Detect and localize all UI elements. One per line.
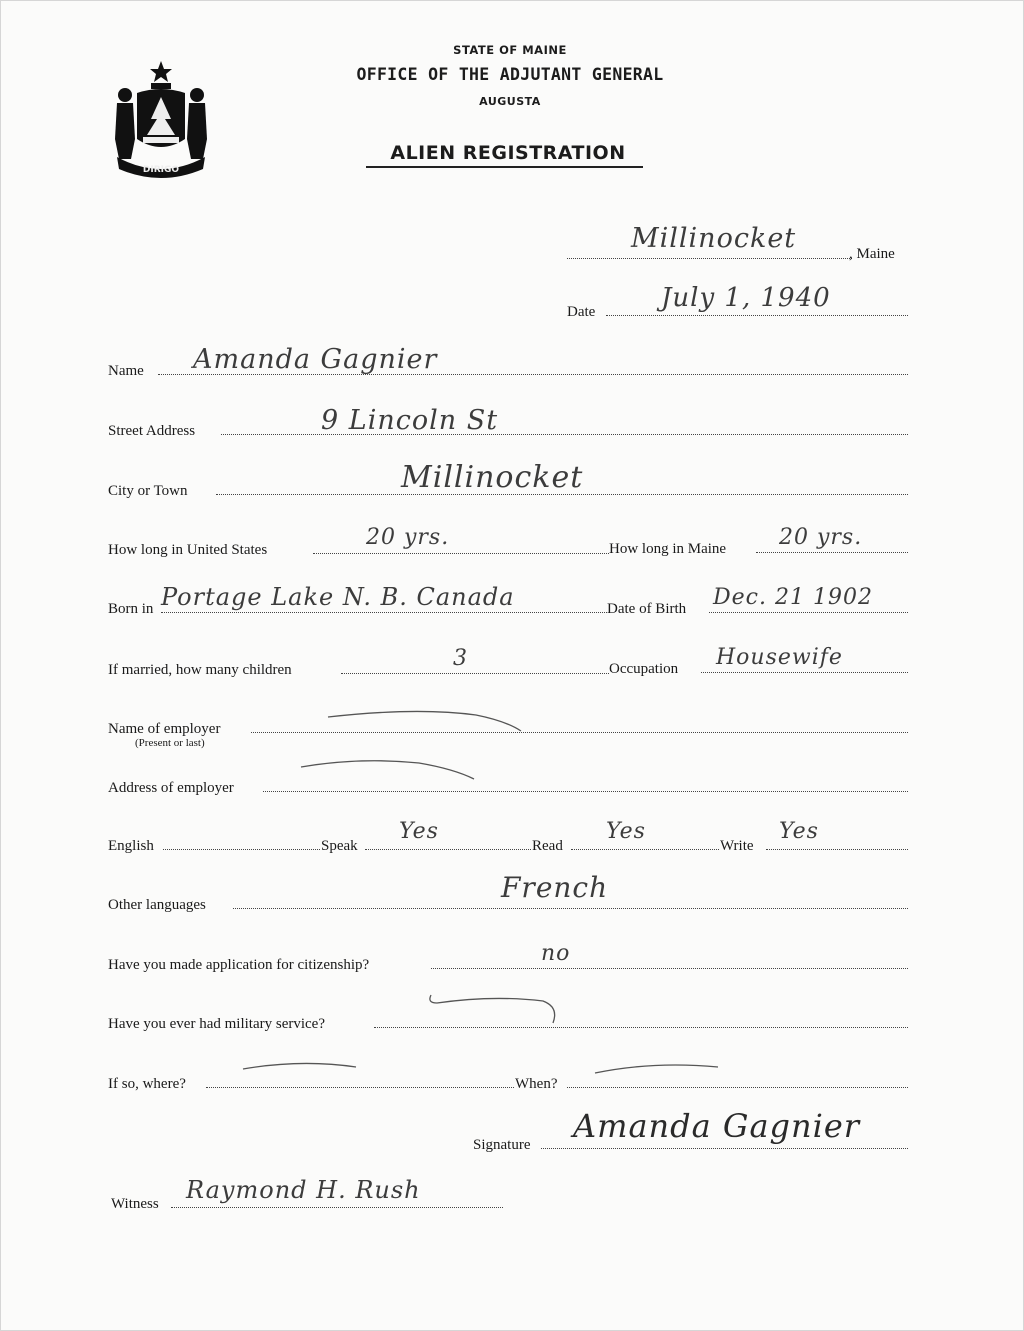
signature-label: Signature bbox=[473, 1137, 531, 1153]
citizenship-line bbox=[431, 968, 908, 969]
street-entry: 9 Lincoln St bbox=[321, 405, 499, 436]
date-label: Date bbox=[567, 304, 596, 320]
when-dash-stroke bbox=[593, 1059, 723, 1079]
military-label: Have you ever had military service? bbox=[108, 1016, 325, 1032]
svg-text:DIRIGO: DIRIGO bbox=[142, 165, 180, 175]
name-label: Name bbox=[108, 363, 144, 379]
where-label: If so, where? bbox=[108, 1076, 186, 1092]
speak-line bbox=[365, 849, 531, 850]
street-label: Street Address bbox=[108, 423, 196, 439]
speak-label: Speak bbox=[321, 838, 358, 854]
write-label: Write bbox=[720, 838, 754, 854]
signature-line bbox=[541, 1148, 908, 1149]
english-label: English bbox=[108, 838, 154, 854]
dob-line bbox=[709, 612, 908, 613]
maine-duration-entry: 20 yrs. bbox=[779, 525, 863, 550]
us-duration-line bbox=[313, 553, 609, 554]
maine-duration-label: How long in Maine bbox=[609, 541, 727, 557]
date-line bbox=[606, 315, 908, 316]
employer-address-dash-stroke bbox=[299, 755, 479, 785]
date-entry: July 1, 1940 bbox=[661, 283, 831, 313]
other-languages-line bbox=[233, 908, 908, 909]
occupation-entry: Housewife bbox=[716, 645, 843, 670]
us-duration-label: How long in United States bbox=[108, 542, 268, 558]
write-line bbox=[766, 849, 908, 850]
employer-label: Name of employer bbox=[108, 721, 221, 737]
city-label: City or Town bbox=[108, 483, 188, 499]
read-label: Read bbox=[532, 838, 563, 854]
read-line bbox=[571, 849, 719, 850]
born-line bbox=[161, 612, 607, 613]
when-label: When? bbox=[515, 1076, 558, 1092]
city-heading: AUGUSTA bbox=[479, 95, 541, 108]
read-entry: Yes bbox=[606, 819, 646, 844]
office-heading: OFFICE OF THE ADJUTANT GENERAL bbox=[356, 65, 664, 84]
dob-entry: Dec. 21 1902 bbox=[713, 585, 873, 610]
other-languages-entry: French bbox=[501, 871, 609, 904]
where-dash-stroke bbox=[241, 1057, 361, 1077]
english-line bbox=[163, 849, 320, 850]
where-line bbox=[206, 1087, 514, 1088]
employer-dash-stroke bbox=[326, 707, 526, 737]
speak-entry: Yes bbox=[399, 819, 439, 844]
children-label: If married, how many children bbox=[108, 662, 292, 678]
maine-duration-line bbox=[756, 552, 908, 553]
military-line bbox=[374, 1027, 908, 1028]
write-entry: Yes bbox=[779, 819, 819, 844]
title-underline bbox=[366, 166, 643, 168]
town-suffix-label: , Maine bbox=[849, 246, 895, 262]
town-line bbox=[567, 258, 852, 259]
children-entry: 3 bbox=[453, 646, 468, 671]
citizenship-label: Have you made application for citizenship? bbox=[108, 957, 370, 973]
when-line bbox=[567, 1087, 908, 1088]
military-dash-stroke bbox=[423, 991, 563, 1027]
citizenship-entry: no bbox=[541, 941, 571, 966]
state-heading: STATE OF MAINE bbox=[453, 43, 567, 57]
signature-entry: Amanda Gagnier bbox=[573, 1107, 861, 1145]
form-title: ALIEN REGISTRATION bbox=[390, 142, 626, 164]
city-entry: Millinocket bbox=[401, 460, 584, 495]
occupation-label: Occupation bbox=[609, 661, 679, 677]
born-entry: Portage Lake N. B. Canada bbox=[161, 583, 515, 611]
witness-entry: Raymond H. Rush bbox=[186, 1176, 421, 1204]
children-line bbox=[341, 673, 609, 674]
other-languages-label: Other languages bbox=[108, 897, 206, 913]
us-duration-entry: 20 yrs. bbox=[366, 525, 450, 550]
witness-line bbox=[171, 1207, 503, 1208]
witness-label: Witness bbox=[111, 1196, 159, 1212]
town-entry: Millinocket bbox=[631, 223, 797, 254]
born-label: Born in bbox=[108, 601, 154, 617]
dob-label: Date of Birth bbox=[607, 601, 687, 617]
name-entry: Amanda Gagnier bbox=[193, 344, 438, 375]
employer-sublabel: (Present or last) bbox=[135, 737, 205, 749]
employer-address-label: Address of employer bbox=[108, 780, 234, 796]
occupation-line bbox=[701, 672, 908, 673]
employer-address-line bbox=[263, 791, 908, 792]
